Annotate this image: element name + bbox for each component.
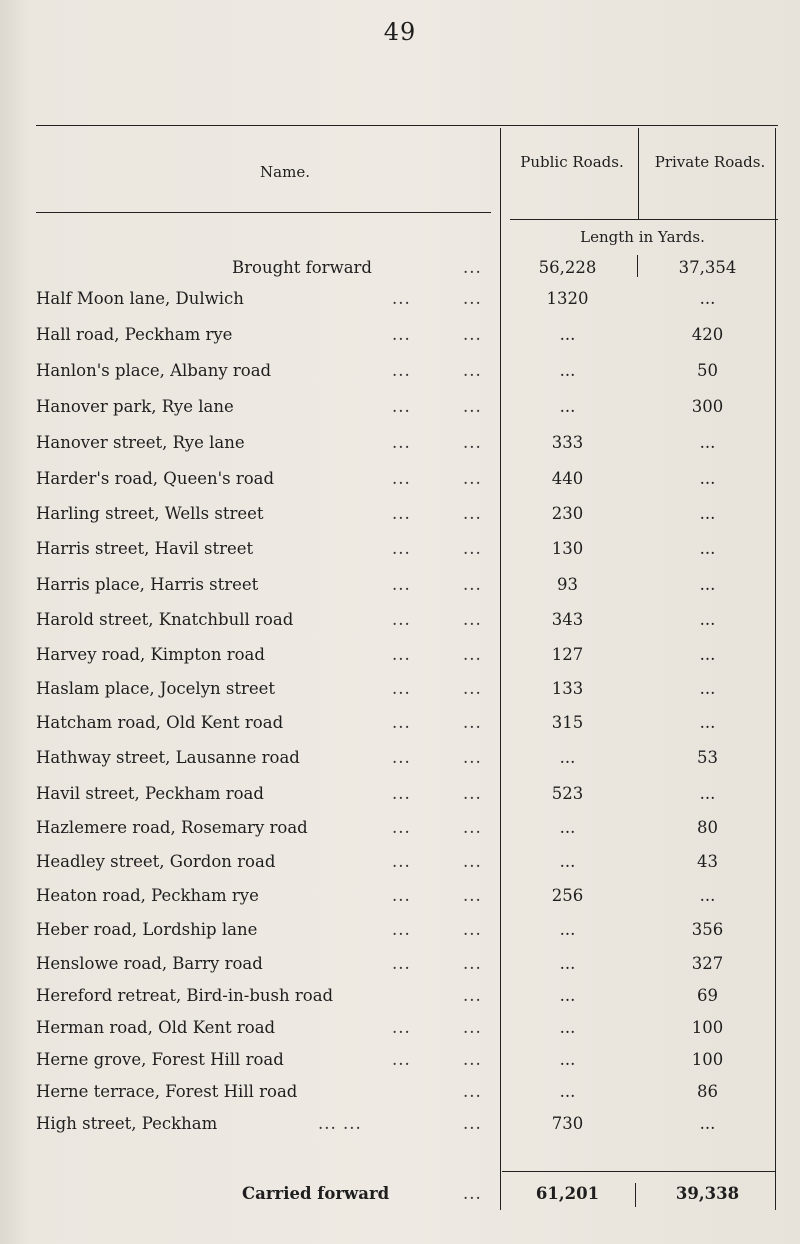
public-roads-value: 130 (551, 539, 584, 558)
carried-forward-private: 39,338 (675, 1184, 740, 1203)
table-row (0, 645, 800, 675)
header-rule-roads (510, 219, 778, 220)
road-name: Hanover park, Rye lane (36, 397, 234, 416)
dot-leader: ... (392, 1050, 411, 1069)
table-row (0, 852, 800, 882)
dot-leader: ... (392, 361, 411, 380)
dot-leader: ... (463, 539, 482, 558)
dot-leader: ... (463, 1050, 482, 1069)
brought-forward-label: Brought forward (232, 258, 372, 277)
column-header-private-roads: Private Roads. (654, 153, 766, 171)
dot-leader: ... (392, 539, 411, 558)
private-roads-value: ... (699, 469, 716, 488)
road-name: Harold street, Knatchbull road (36, 610, 294, 629)
table-row (0, 886, 800, 916)
dot-leader: ... (392, 920, 411, 939)
dot-leader: ... (463, 679, 482, 698)
road-name: High street, Peckham (36, 1114, 218, 1133)
header-rule-name (36, 212, 491, 213)
road-name: Heaton road, Peckham rye (36, 886, 259, 905)
table-row (0, 469, 800, 499)
public-roads-value: 256 (551, 886, 584, 905)
dot-leader: ... (463, 258, 482, 277)
table-row (0, 986, 800, 1016)
private-roads-value: 43 (697, 852, 718, 871)
table-top-rule (36, 125, 778, 126)
dot-leader: ... (463, 1082, 482, 1101)
table-row (0, 1018, 800, 1048)
carried-forward-label: Carried forward (242, 1184, 390, 1203)
private-roads-value: 327 (691, 954, 724, 973)
table-row (0, 748, 800, 778)
dot-leader: ... (463, 954, 482, 973)
private-roads-value: ... (699, 679, 716, 698)
dot-leader: ... (463, 713, 482, 732)
dot-leader: ... (392, 748, 411, 767)
dot-leader: ... (392, 954, 411, 973)
road-name: Hereford retreat, Bird-in-bush road (36, 986, 334, 1005)
public-roads-value: ... (559, 920, 576, 939)
private-roads-value: 86 (697, 1082, 718, 1101)
road-name: Herman road, Old Kent road (36, 1018, 276, 1037)
dot-leader: ... (392, 610, 411, 629)
dot-leader: ... (463, 1018, 482, 1037)
public-roads-value: 93 (557, 575, 578, 594)
table-row (0, 325, 800, 355)
private-roads-value: ... (699, 1114, 716, 1133)
public-roads-value: 343 (551, 610, 584, 629)
dot-leader: ... (392, 575, 411, 594)
dot-leader: ... (463, 748, 482, 767)
public-roads-value: 230 (551, 504, 584, 523)
road-name: Harvey road, Kimpton road (36, 645, 265, 664)
table-row (0, 361, 800, 391)
private-roads-value: ... (699, 575, 716, 594)
private-roads-value: ... (699, 539, 716, 558)
table-row (0, 784, 800, 814)
dot-leader: ... (463, 325, 482, 344)
dot-leader: ... (392, 852, 411, 871)
public-roads-value: ... (559, 852, 576, 871)
road-name: Half Moon lane, Dulwich (36, 289, 244, 308)
road-name: Harris street, Havil street (36, 539, 254, 558)
road-name: Herne grove, Forest Hill road (36, 1050, 284, 1069)
table-row (0, 954, 800, 984)
public-roads-value: ... (559, 325, 576, 344)
page-number: 49 (383, 18, 417, 46)
table-row (0, 610, 800, 640)
private-roads-left-rule (638, 128, 639, 220)
dot-leader: ... (392, 1018, 411, 1037)
dot-leader: ... (463, 986, 482, 1005)
private-roads-value: ... (699, 886, 716, 905)
dot-leader: ... (463, 920, 482, 939)
public-roads-value: ... (559, 1018, 576, 1037)
public-roads-value: ... (559, 818, 576, 837)
road-name: Heber road, Lordship lane (36, 920, 258, 939)
private-roads-value: ... (699, 784, 716, 803)
private-roads-value: ... (699, 645, 716, 664)
road-name: Haslam place, Jocelyn street (36, 679, 276, 698)
dot-leader: ... (392, 289, 411, 308)
public-roads-value: 1320 (546, 289, 589, 308)
table-row (0, 1082, 800, 1112)
private-roads-value: 420 (691, 325, 724, 344)
dot-leader: ... (392, 325, 411, 344)
road-name: Harris place, Harris street (36, 575, 259, 594)
road-name: Henslowe road, Barry road (36, 954, 263, 973)
table-row (0, 539, 800, 569)
public-roads-value: ... (559, 361, 576, 380)
column-header-name: Name. (260, 163, 310, 181)
public-roads-value: 333 (551, 433, 584, 452)
dot-leader: ... (392, 784, 411, 803)
length-in-yards-label: Length in Yards. (580, 228, 705, 246)
private-roads-value: 80 (697, 818, 718, 837)
private-roads-value: 53 (697, 748, 718, 767)
dot-leader: ... (463, 645, 482, 664)
dot-leader: ... (392, 886, 411, 905)
dot-leader: ... (463, 784, 482, 803)
dot-leader: ... (463, 504, 482, 523)
dot-leader: ... (463, 886, 482, 905)
table-row (0, 575, 800, 605)
dot-leader: ... (463, 361, 482, 380)
dot-leader: ... (392, 433, 411, 452)
brought-forward-private: 37,354 (678, 258, 737, 277)
private-roads-value: 300 (691, 397, 724, 416)
private-roads-value: 100 (691, 1018, 724, 1037)
dot-leader: ... (463, 289, 482, 308)
table-row (0, 1050, 800, 1080)
dot-leader: ... (463, 610, 482, 629)
road-name: Hatcham road, Old Kent road (36, 713, 284, 732)
road-name: Hathway street, Lausanne road (36, 748, 300, 767)
brought-forward-public: 56,228 (538, 258, 597, 277)
public-roads-value: ... (559, 748, 576, 767)
road-name: Hall road, Peckham rye (36, 325, 233, 344)
dot-leader: ... (392, 504, 411, 523)
public-roads-value: 523 (551, 784, 584, 803)
table-row (0, 713, 800, 743)
carried-forward-public: 61,201 (535, 1184, 600, 1203)
table-row (0, 1114, 800, 1144)
dot-leader: ... ... (318, 1114, 362, 1133)
road-name: Hanover street, Rye lane (36, 433, 245, 452)
private-roads-value: 356 (691, 920, 724, 939)
private-roads-value: ... (699, 610, 716, 629)
public-roads-value: 440 (551, 469, 584, 488)
private-roads-value: 50 (697, 361, 718, 380)
dot-leader: ... (463, 575, 482, 594)
road-name: Havil street, Peckham road (36, 784, 264, 803)
public-roads-value: ... (559, 1082, 576, 1101)
private-roads-value: 69 (697, 986, 718, 1005)
private-roads-value: ... (699, 713, 716, 732)
dot-leader: ... (463, 852, 482, 871)
table-row (0, 679, 800, 709)
private-roads-value: 100 (691, 1050, 724, 1069)
carried-forward-row (0, 1184, 800, 1214)
road-name: Hazlemere road, Rosemary road (36, 818, 308, 837)
road-name: Harling street, Wells street (36, 504, 264, 523)
table-row (0, 920, 800, 950)
public-roads-value: ... (559, 397, 576, 416)
road-name: Harder's road, Queen's road (36, 469, 275, 488)
public-roads-value: ... (559, 954, 576, 973)
table-row (0, 289, 800, 319)
public-roads-value: 315 (551, 713, 584, 732)
private-roads-value: ... (699, 504, 716, 523)
table-row (0, 397, 800, 427)
dot-leader: ... (392, 397, 411, 416)
dot-leader: ... (463, 469, 482, 488)
table-row (0, 818, 800, 848)
dot-leader: ... (392, 469, 411, 488)
dot-leader: ... (463, 818, 482, 837)
road-name: Headley street, Gordon road (36, 852, 276, 871)
table-row (0, 504, 800, 534)
dot-leader: ... (392, 818, 411, 837)
dot-leader: ... (392, 713, 411, 732)
public-roads-value: ... (559, 1050, 576, 1069)
private-roads-value: ... (699, 433, 716, 452)
total-rule (502, 1171, 775, 1172)
dot-leader: ... (463, 1184, 482, 1203)
public-roads-value: 127 (551, 645, 584, 664)
dot-leader: ... (463, 397, 482, 416)
public-roads-value: 133 (551, 679, 584, 698)
dot-leader: ... (463, 1114, 482, 1133)
dot-leader: ... (463, 433, 482, 452)
public-roads-value: ... (559, 986, 576, 1005)
public-roads-value: 730 (551, 1114, 584, 1133)
brought-forward-row (0, 258, 800, 288)
private-roads-value: ... (699, 289, 716, 308)
dot-leader: ... (392, 645, 411, 664)
dot-leader: ... (392, 679, 411, 698)
road-name: Herne terrace, Forest Hill road (36, 1082, 298, 1101)
column-header-public-roads: Public Roads. (520, 153, 624, 171)
road-name: Hanlon's place, Albany road (36, 361, 272, 380)
table-row (0, 433, 800, 463)
